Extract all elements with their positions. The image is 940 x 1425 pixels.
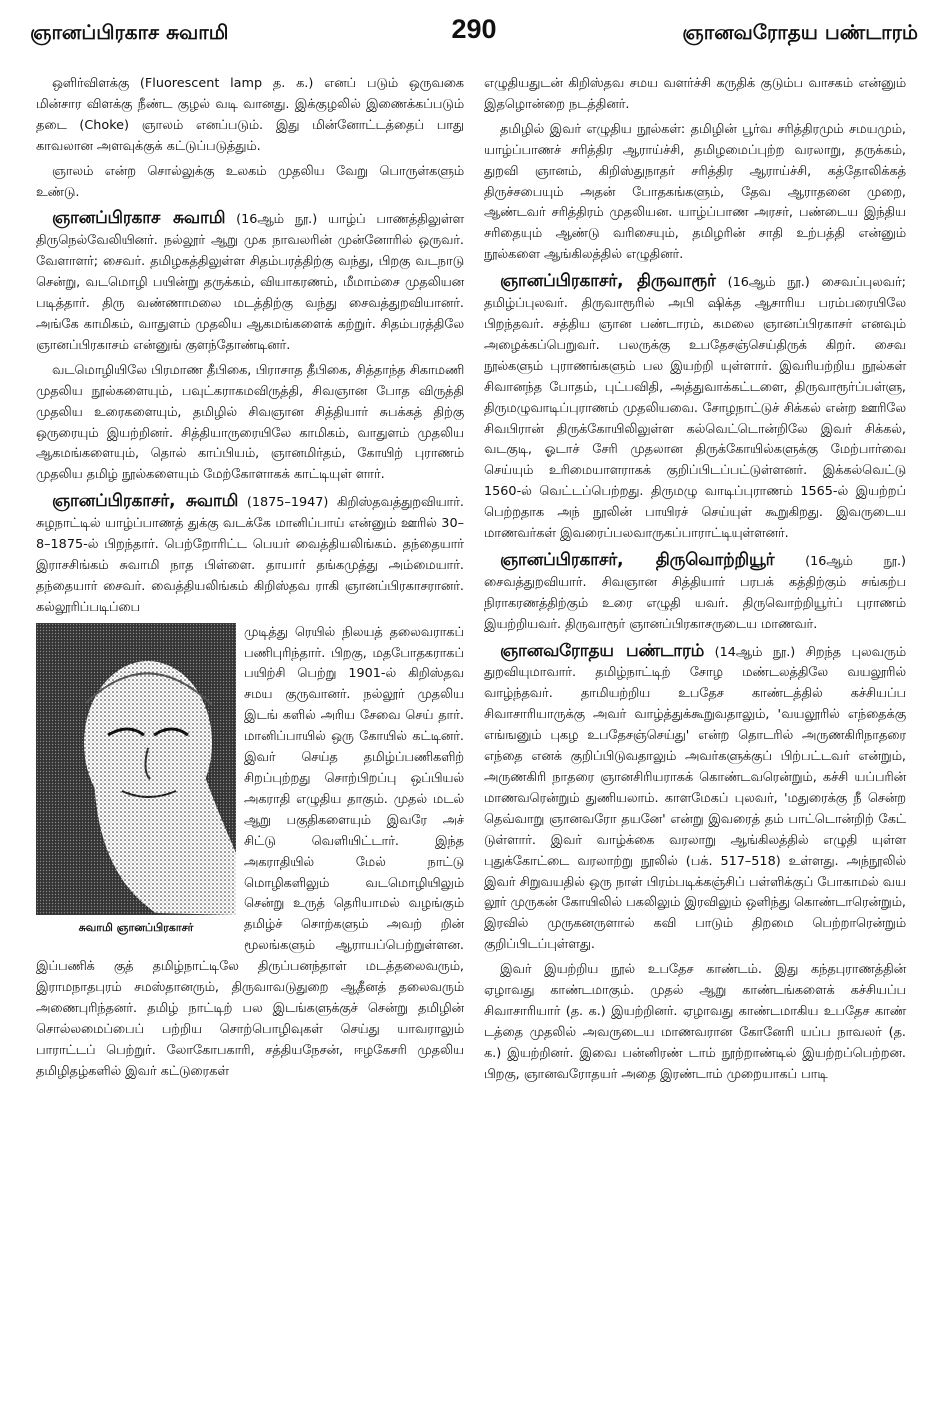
entry-gnanaprakasar-thiruvarur (484, 270, 906, 545)
header-right-title: ஞானவரோதய பண்டாரம் (682, 20, 918, 44)
paragraph-continuation: எழுதியதுடன் கிறிஸ்தவ சமய வளர்ச்சி கருதிக் குடும்ப வாசகம் என்னும் இதழொன்றை நடத்தினர். (484, 76, 906, 112)
entry-heading: ஞானப்பிரகாசர், திருவாரூர் (500, 270, 716, 291)
entry-gnanaprakasar-thiruvotriyur (484, 549, 906, 636)
paragraph-works-tamil: தமிழில் இவர் எழுதிய நூல்கள்: தமிழின் பூர்வ சரித்திரமும் சமயமும், யாழ்ப்பாணச் சரித்திர ஆராய்ச்சி, தமிழமைப்புற்ற வரலாறு, தருக்கம், துறவி ஞானம், கிறிஸ்துநாதர் சரித்திர ஆராய்ச்சி, கத்தோலிக்கத் திருச்சபையும் அதன் போதகங்களும், தேவ ஆராதனை முறை, ஆண்டவர் சரித்திரம் முதலியன. யாழ்ப்பாண அரசர், பண்டைய இந்திய சரிதையும் ஆண்டு வரிசையும், தமிழரின் சாதி உற்பத்தி என்னும் நூல்களை ஆங்கிலத்தில் எழுதினர். (484, 121, 906, 263)
left-column (36, 74, 464, 1087)
entry-text: (16ஆம் நூ.) சைவத்துறவியார். சிவஞான சித்தியார் பரபக் கத்திற்கும் சங்கற்ப நிராகரணத்திற்கும் உரை எழுதி யவர். திருவொற்றியூர்ப் புராணம் இயற்றியவர். திருவாரூர் ஞானப்பிரகாசருடைய மாணவர். (484, 553, 907, 632)
entry-text: (16ஆம் நூ.) சைவப்புலவர்; தமிழ்ப்புலவர். திருவாரூரில் அபி ஷிக்த ஆசாரிய பரம்பரையிலே பிறந்தவர். சத்திய ஞான பண்டாரம், கமலை ஞானப்பிரகாசர் எனவும் அழைக்கப்பெறுவர். பலருக்கு உபதேசஞ்செய்திருக் கிறர். சைவ நூல்களும் புராணங்களும் பல இயற்றி யுள்ளார். இவரியற்றிய நூல்கள் சிவானந்த போதம், புட்பவிதி, அத்துவாக்கட்டளை, திருவாரூர்ப்பள்ளு, திருமழுவாடிப்புராணம் முதலியவை. சோழநாட்டுச் சிக்கல் என்ற ஊரிலே சிவபிரான் திருக்கோயிலிலுள்ள கல்வெட்டொன்றிலே இவர் சிக்கல், வடகுடி, ஓடாச் சேரி முதலான திருக்கோயில்களுக்கு மேற்பார்வை செய்யும் உரிமையாளராகக் குறிப்பிடப்பட்டுள்ளனர். இக்கல்வெட்டு 1560-ல் வெட்டப்பெற்றது. திருமழு வாடிப்புராணம் 1565-ல் இயற்றப் பெற்றதாக அந் நூலின் பாயிரச் செய்யுள் கூறுகிறது. இவருடைய மாணவர்கள் இவரைப்பலவாருகப்பாராட்டியுள்ளனர். (484, 275, 906, 542)
header-left-title: ஞானப்பிரகாச சுவாமி (30, 20, 229, 44)
entry-heading: ஞானப்பிரகாசர், திருவொற்றியூர் (500, 548, 775, 569)
paragraph-njalam: ஞாலம் என்ற சொல்லுக்கு உலகம் முதலிய வேறு பொருள்களும் உண்டு. (36, 163, 464, 200)
entry-text: (1875–1947) கிறிஸ்தவத்துறவியார். சுழநாட்டில் யாழ்ப்பாணத் துக்கு வடக்கே மானிப்பாய் என்னும் ஊரில் 30–8–1875-ல் பிறந்தார். பெற்றோரிட்ட பெயர் வைத்தியலிங்கம். தந்தையார் இராசசிங்கம் சுவாமி நாத பிள்ளை. தாயார் தங்கமுத்து அம்மையார். தந்தையார் சைவர். வைத்தியலிங்கம் கிறிஸ்தவ ராகி ஞானப்பிரகாசரானர். கல்லூரிப்படிப்பை (36, 495, 464, 615)
portrait-caption: சுவாமி ஞானப்பிரகாசர் (78, 920, 194, 934)
page-number: 290 (451, 14, 497, 44)
entry-gnanavarodaya-pandaram (484, 640, 906, 957)
paragraph-fluorescent: ஒளிர்விளக்கு (Fluorescent lamp த. க.) எனப் படும் ஒருவகை மின்சார விளக்கு நீண்ட குழல் வடி வானது. இக்குழலில் இணைக்கப்படும் தடை (Choke) ஞாலம் எனப்படும். இது மின்னோட்டத்தைப் பாது காவலான அளவுக்குக் கட்டுப்படுத்தும். (36, 76, 464, 154)
entry-heading: ஞானப்பிரகாசர், சுவாமி (52, 490, 239, 511)
entry-heading: ஞானவரோதய பண்டாரம் (500, 639, 705, 660)
right-column (484, 74, 906, 1090)
portrait-photo (36, 623, 236, 915)
entry-text: (16ஆம் நூ.) யாழ்ப் பாணத்திலுள்ள திருநெல்வேலியினர். நல்லூர் ஆறு முக நாவலரின் முன்னோரில் ஒருவர். வேளாளர்; சைவர். தமிழகத்திலுள்ள சிதம்பரத்திற்கு வந்து, பிறகு வடநாடு சென்று, வடமொழி பயின்று தருக்கம், வியாகரணம், மீமாம்சை முதலியன படித்தார். திரு வண்ணாமலை மடத்திற்கு வந்து சைவத்துறவியானர். அங்கே காமிகம், வாதுளம் முதலிய ஆகமங்களைக் கற்றுர். சிதம்பரத்திலே ஞானப்பிரகாசம் என்னுங் குளந்தோண்டினர். (36, 212, 464, 353)
entry-gnanaprakasa-swami (36, 207, 464, 356)
portrait-figure (36, 623, 236, 939)
entry-heading: ஞானப்பிரகாச சுவாமி (52, 207, 226, 228)
entry-text: (14ஆம் நூ.) சிறந்த புலவரும் துறவியுமாவார். தமிழ்நாட்டிற் சோழ மண்டலத்திலே வயலூரில் வாழ்ந்தவர். தாமியற்றிய உபதேச காண்டத்தில் கச்சியப்ப சிவாசாரியாருக்கு அவர் வாழ்த்துக்கூறுவதாலும், 'வயலூரில் எந்தைக்கு எங்ஙனும் புகழ உபதேசஞ்செய்து' என்ற தொடரில் அருணகிரிநாதரை எந்தை எனக் குறிப்பிடுவதாலும் அவர்களுக்குப் பிற்பட்டவர் என்றும், அருணகிரி நாதரை ஞானசிரியராகக் கொண்டவரென்றும், கச்சி யப்பரின் மாணவரென்றும் துணியலாம். காளமேகப் புலவர், 'மதுரைக்கு நீ சென்ற தெவ்வாறு ஞானவரோ தயனே' என்று இவரைத் தம் பாட்டொன்றிற் கேட் டுள்ளார். இவர் வாழ்க்கை வரலாறு ஆங்கிலத்தில் எழுதி யுள்ள புதுக்கோட்டை வரலாற்று நூலில் (பக். 517–518) உள்ளது. அந்நூலில் இவர் சிறுவயதில் ஒரு நாள் பிரம்படிக்கஞ்சிப் பள்ளிக்குப் போகாமல் வய லூர் முருகன் கோயிலில் பகலிலும் இரவிலும் ஒளிந்து கொண்டாரென்றும், இரவில் முருகனருளால் கவி பாடும் திறமை பெற்றாரென்றும் குறிப்பிடப்புள்ளது. (484, 644, 907, 953)
paragraph-works-sanskrit: வடமொழியிலே பிரமாண தீபிகை, பிராசாத தீபிகை, சித்தாந்த சிகாமணி முதலிய நூல்களையும், பவுட்கராகமவிருத்தி, சிவஞான போத விருத்தி முதலிய உரைகளையும், தமிழில் சிவஞான சித்தியார் சுபக்கத் திற்கு ஒருரையும் இயற்றினர். சித்தியாருரையிலே காமிகம், வாதுளம் முதலிய ஆகமங்களையும், தொல் காப்பியம், ஞானமிர்தம், கோயிற் புராணம் முதலிய தமிழ் நூல்களையும் மேற்கோளாகக் காட்டியுள் ளார். (36, 362, 464, 483)
photo-text-block (36, 623, 464, 1087)
paragraph-upadesa-kandam: இவர் இயற்றிய நூல் உபதேச காண்டம். இது கந்தபுராணத்தின் ஏழாவது காண்டமாகும். முதல் ஆறு காண்டங்களைக் கச்சியப்ப சிவாசாரியார் (த. க.) இயற்றினர். ஏழாவது காண்டமாகிய உபதேச காண் டத்தை முதலில் அவருடைய மாணவரான கோனேரி யப்ப நாவலர் (த. க.) இயற்றினர். இவை பன்னிரண் டாம் நூற்றாண்டில் இயற்றப்பெற்றன. பிறகு, ஞானவரோதயர் அதை இரண்டாம் முறையாகப் பாடி (484, 962, 906, 1082)
entry-gnanaprakasar-swami (36, 490, 464, 618)
page-header (30, 12, 918, 52)
paragraph-biography: முடித்து ரெயில் நிலயத் தலைவராகப் பணிபுரிந்தார். பிறகு, மதபோதகராகப் பயிற்சி பெற்று 1901-ல் கிறிஸ்தவ சமய குருவானர். நல்லூர் முதலிய இடங் களில் அரிய சேவை செய் தார். மானிப்பாயில் ஒரு கோயில் கட்டினர். இவர் செய்த தமிழ்ப்பணிகளிற் சிறப்புற்றது சொற்பிறப்பு ஒப்பியல் அகராதி எழுதிய தாகும். முதல் மடல் ஆறு பகுதிகளையும் இவரே அச் சிட்டு வெளியிட்டார். இந்த அகராதியில் மேல் நாட்டு மொழிகளிலும் வடமொழியிலும் சென்று உருத் தெரியாமல் வழங்கும் தமிழ்ச் சொற்களும் அவற் றின் மூலங்களும் ஆராயப்பெற்றுள்ளன. இப்பணிக் குத் தமிழ்நாட்டிலே திருப்பனந்தாள் மடத்தலைவரும், இராமநாதபுரம் சமஸ்தானரும், திருவாவடுதுறை ஆதீனத் தலைவரும் அணைபுரிந்தனர். தமிழ் நாட்டிற் பல இடங்களுக்குச் சென்று தமிழின் சொல்லமைப்பைப் பற்றிய சொற்பொழிவுகள் செய்து யாவராலும் பாராட்டப் பெற்றுர். லோகோபகாரி, சத்தியநேசன், ஈழகேசரி முதலிய தமிழிதழ்களில் இவர் கட்டுரைகள் (36, 624, 464, 1079)
